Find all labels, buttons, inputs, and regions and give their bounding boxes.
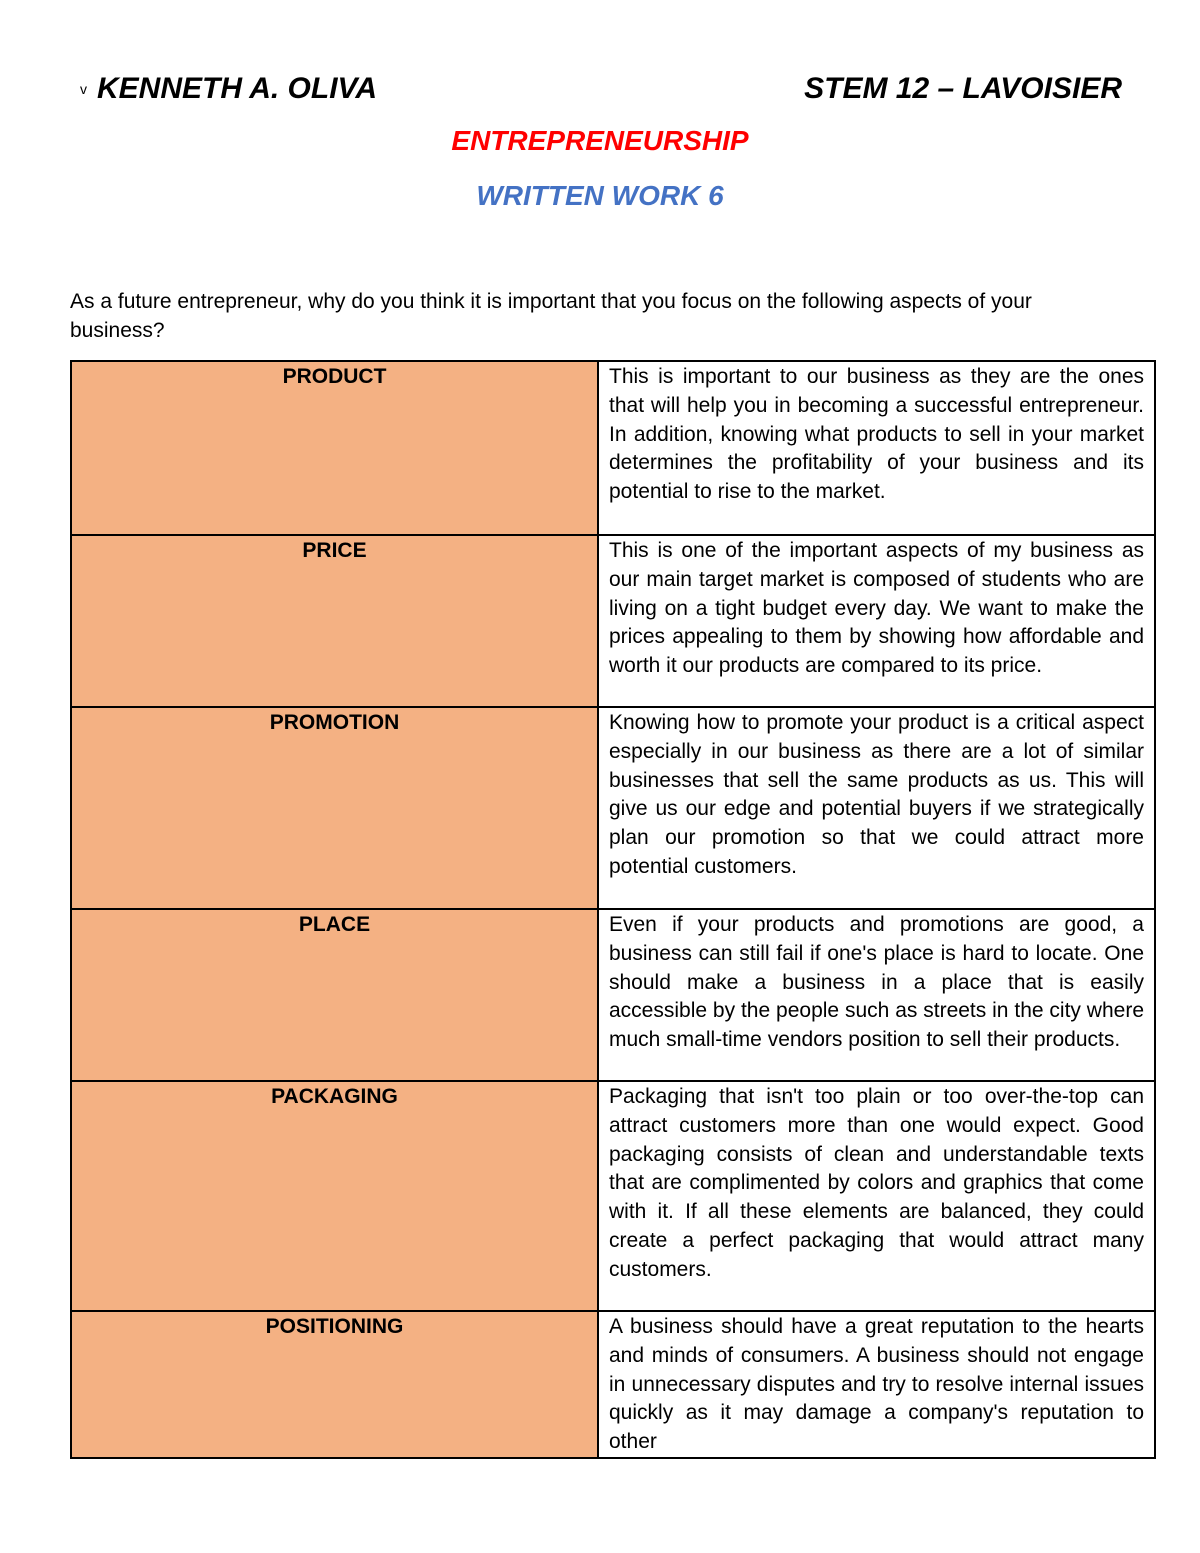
table-row [71,707,1155,909]
aspect-label-product: PRODUCT [71,361,598,535]
table-row [71,1311,1155,1458]
aspect-text-place: Even if your products and promotions are good, a business can still fail if one's place is hard to locate. One should make a business in a place that is easily accessible by the people such as streets in the city where much small-time vendors position to sell their products. [598,909,1155,1081]
aspect-text-promotion: Knowing how to promote your product is a critical aspect especially in our business as there are a lot of similar businesses that sell the same products as us. This will give us our edge and potential buyers if we strategically plan our promotion so that we could attract more potential customers. [598,707,1155,909]
aspect-text-product: This is important to our business as they are the ones that will help you in becoming a successful entrepreneur. In addition, knowing what products to sell in your market determines the profitability of your business and its potential to rise to the market. [598,361,1155,535]
table-row [71,535,1155,707]
aspect-text-positioning: A business should have a great reputation to the hearts and minds of consumers. A business should not engage in unnecessary disputes and try to resolve internal issues quickly as it may damage a company's reputation to other [598,1311,1155,1458]
table-row [71,361,1155,535]
aspect-text-packaging: Packaging that isn't too plain or too over-the-top can attract customers more than one would expect. Good packaging consists of clean and understandable texts that are complimented by colors and graphics that come with it. If all these elements are balanced, they could create a perfect packaging that would attract many customers. [598,1081,1155,1311]
subject-title: ENTREPRENEURSHIP [451,125,749,156]
question-text: As a future entrepreneur, why do you think it is important that you focus on the following aspects of your business? [70,290,1032,342]
aspect-label-promotion: PROMOTION [71,707,598,909]
aspect-label-price: PRICE [71,535,598,707]
aspect-text-price: This is one of the important aspects of my business as our main target market is composed of students who are living on a tight budget every day. We want to make the prices appealing to them by showing how affordable and worth it our products are compared to its price. [598,535,1155,707]
table-row [71,909,1155,1081]
class-section: STEM 12 – LAVOISIER [804,72,1122,105]
work-title: WRITTEN WORK 6 [476,180,724,211]
bullet-mark: v [80,81,87,97]
aspect-label-place: PLACE [71,909,598,1081]
aspect-label-positioning: POSITIONING [71,1311,598,1458]
document-header [80,72,1122,112]
table-row [71,1081,1155,1311]
student-name-block [80,72,377,106]
aspect-label-packaging: PACKAGING [71,1081,598,1311]
student-name: KENNETH A. OLIVA [97,72,378,105]
aspects-table [70,360,1156,1459]
